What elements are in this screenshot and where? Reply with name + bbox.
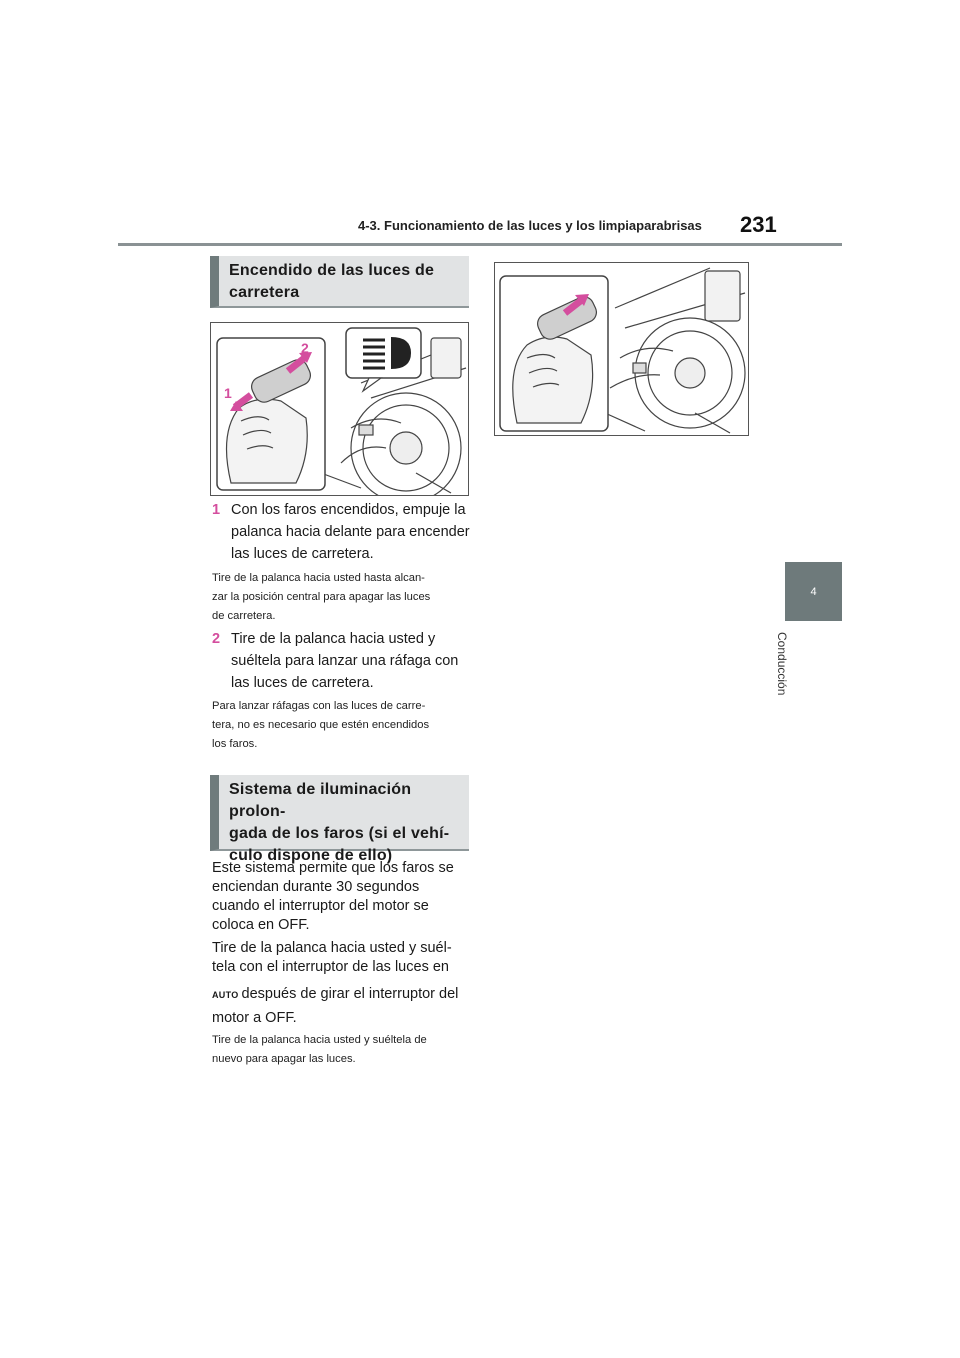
running-header: 4-3. Funcionamiento de las luces y los limpiaparabrisas [358,218,702,233]
figure-extended-lighting-lever [494,262,749,436]
section-heading-high-beam: Encendido de las luces de carretera [210,256,469,308]
section-heading-extended-lighting: Sistema de iluminación prolon- gada de los faros (si el vehí- culo dispone de ello) [210,775,469,851]
chapter-tab: 4 [785,562,842,621]
note-section2: Tire de la palanca hacia usted y suéltela de nuevo para apagar las luces. [212,1034,427,1065]
step-1-number: 1 [212,502,221,518]
callout-1: 1 [224,385,232,401]
paragraph-system-description: Este sistema permite que los faros se enciendan durante 30 segundos cuando el interruptor del motor se coloca en OFF. [212,860,454,933]
page-number: 231 [740,212,777,237]
chapter-label: Conducción [775,632,789,696]
step-2-number: 2 [212,631,221,647]
callout-2: 2 [301,340,309,356]
step-1-text: Con los faros encendidos, empuje la palanca hacia delante para encender las luces de carretera. [231,502,470,562]
step-1 [212,499,474,565]
lever-illustration-2 [495,263,748,435]
note-2: Para lanzar ráfagas con las luces de carre- tera, no es necesario que estén encendidos los faros. [212,700,430,750]
header-rule [118,243,842,246]
step-2-text: Tire de la palanca hacia usted y suéltela para lanzar una ráfaga con las luces de carretera. [231,631,459,691]
note-1: Tire de la palanca hacia usted hasta alcan- zar la posición central para apagar las luces de carretera. [212,572,431,622]
auto-symbol-icon: AUTO [212,990,239,1000]
step-2 [212,628,474,694]
paragraph-operation: Tire de la palanca hacia usted y suél- tela con el interruptor de las luces en AUTO después de girar el interruptor del motor a OFF. [212,940,459,1026]
figure-high-beam-lever [210,322,469,496]
lever-illustration [211,323,468,495]
